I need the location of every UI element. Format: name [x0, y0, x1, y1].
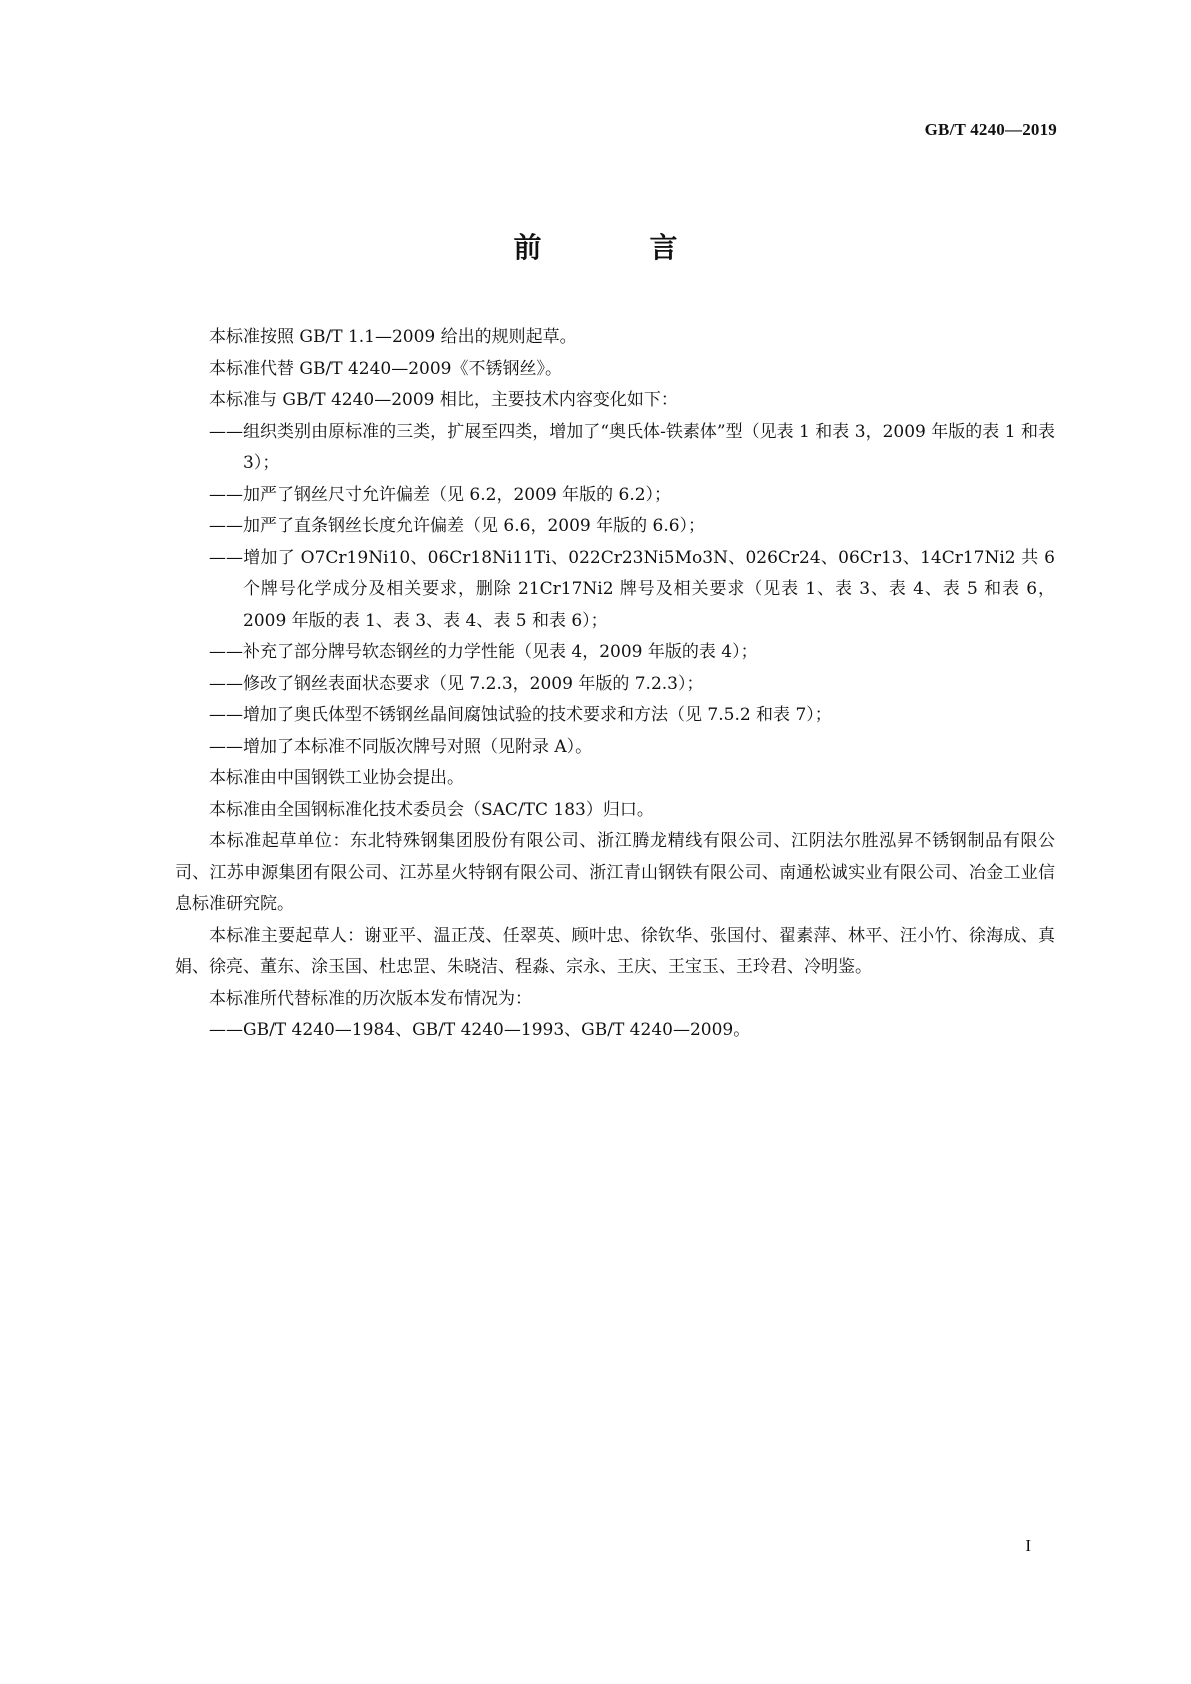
paragraph-changes-intro: 本标准与 GB/T 4240—2009 相比，主要技术内容变化如下：: [209, 390, 678, 410]
page-number: I: [1025, 1536, 1031, 1555]
paragraph-replaces: 本标准代替 GB/T 4240—2009《不锈钢丝》。: [209, 358, 562, 379]
paragraph-proposed-by: 本标准由中国钢铁工业协会提出。: [209, 768, 464, 788]
paragraph-drafting-rules: 本标准按照 GB/T 1.1—2009 给出的规则起草。: [209, 327, 577, 347]
change-item: ——加严了直条钢丝长度允许偏差（见 6.6，2009 年版的 6.6）；: [209, 516, 706, 536]
change-item: ——加严了钢丝尺寸允许偏差（见 6.2，2009 年版的 6.2）；: [209, 484, 672, 505]
standard-code: GB/T 4240—2019: [924, 120, 1057, 139]
change-item: ——组织类别由原标准的三类，扩展至四类，增加了“奥氏体-铁素体”型（见表 1 和表 3，2009 年版的表 1 和表 3）；: [209, 421, 1055, 473]
paragraph-drafting-units: 本标准起草单位：东北特殊钢集团股份有限公司、浙江腾龙精线有限公司、江阴法尔胜泓昇不锈钢制品有限公司、江苏申源集团有限公司、江苏星火特钢有限公司、浙江青山钢铁有限公司、南通松诚实业有限公司、冶金工业信息标准研究院。: [175, 831, 1055, 914]
change-item: ——增加了奥氏体型不锈钢丝晶间腐蚀试验的技术要求和方法（见 7.5.2 和表 7）；: [209, 705, 832, 725]
history-item: ——GB/T 4240—1984、GB/T 4240—1993、GB/T 4240—2009。: [209, 1020, 751, 1040]
change-item: ——增加了 O7Cr19Ni10、06Cr18Ni11Ti、022Cr23Ni5Mo3N、026Cr24、06Cr13、14Cr17Ni2 共 6 个牌号化学成分及相关要求，删除 21Cr17Ni2 牌号及相关要求（见表 1、表 3、表 4、表 5 和表 6，2009 年版的表 1、表 3、表 4、表 5 和表 6）；: [209, 547, 1055, 631]
change-item: ——增加了本标准不同版次牌号对照（见附录 A）。: [209, 736, 593, 757]
document-body: [175, 322, 1055, 1047]
change-item: ——修改了钢丝表面状态要求（见 7.2.3，2009 年版的 7.2.3）；: [209, 673, 704, 694]
paragraph-responsible-committee: 本标准由全国钢标准化技术委员会（SAC/TC 183）归口。: [209, 799, 654, 820]
page-title: 前 言: [513, 231, 718, 264]
change-item: ——补充了部分牌号软态钢丝的力学性能（见表 4，2009 年版的表 4）；: [209, 642, 758, 662]
paragraph-history-intro: 本标准所代替标准的历次版本发布情况为：: [209, 988, 532, 1009]
paragraph-drafters: 本标准主要起草人：谢亚平、温正茂、任翠英、顾叶忠、徐钦华、张国付、翟素萍、林平、汪小竹、徐海成、真娟、徐亮、董东、涂玉国、杜忠罡、朱晓洁、程淼、宗永、王庆、王宝玉、王玲君、冷明鉴。: [175, 925, 1055, 977]
